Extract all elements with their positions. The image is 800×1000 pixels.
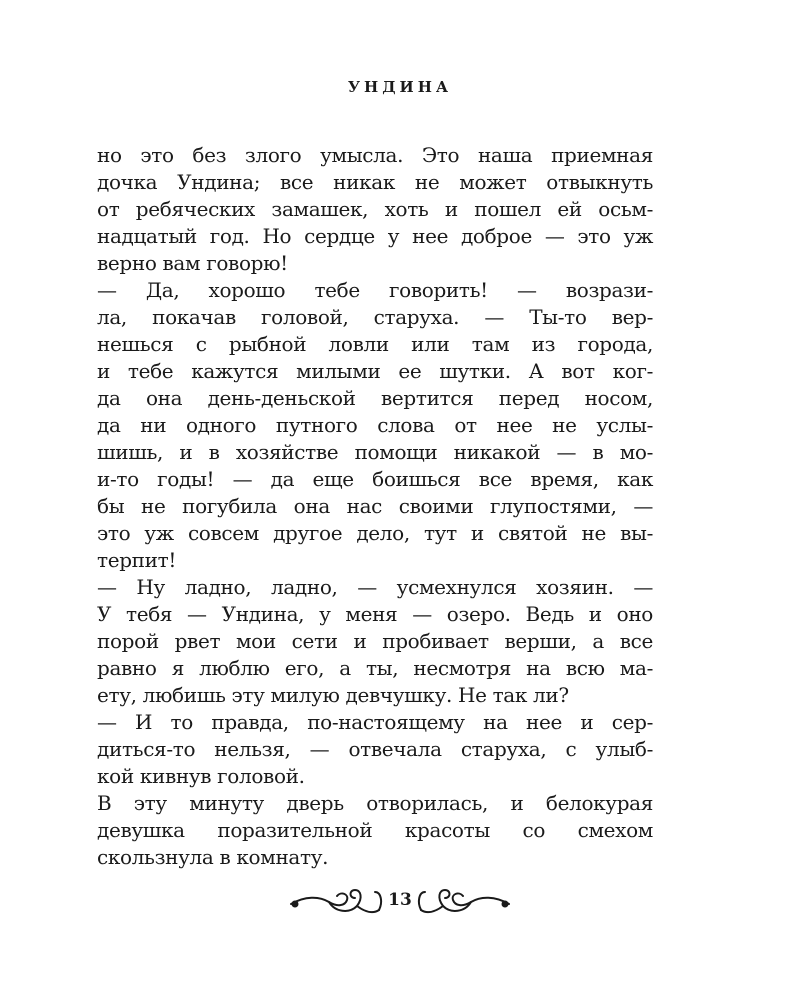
text-line: ету, любишь эту милую девчушку. Не так ли? bbox=[97, 683, 569, 707]
text-line: и тебе кажутся милыми ее шутки. А вот ког- bbox=[97, 359, 653, 383]
text-line: нешься с рыбной ловли или там из города, bbox=[97, 332, 653, 356]
text-line: порой рвет мои сети и пробивает верши, а все bbox=[97, 629, 653, 653]
text-line: — И то правда, по-настоящему на нее и сер- bbox=[97, 710, 653, 734]
text-line: В эту минуту дверь отворилась, и белокурая bbox=[97, 791, 653, 815]
text-line: верно вам говорю! bbox=[97, 251, 288, 275]
text-line: девушка поразительной красоты со смехом bbox=[97, 818, 653, 842]
running-title: УНДИНА bbox=[347, 78, 453, 96]
page-number-ornament bbox=[285, 882, 515, 926]
text-line: да она день-деньской вертится перед носом, bbox=[97, 386, 653, 410]
page-number: 13 bbox=[388, 890, 412, 910]
text-line: бы не погубила она нас своими глупостями, — bbox=[97, 494, 653, 518]
text-line: скользнула в комнату. bbox=[97, 845, 329, 869]
text-line: шишь, и в хозяйстве помощи никакой — в мо- bbox=[97, 440, 653, 464]
text-line: У тебя — Ундина, у меня — озеро. Ведь и оно bbox=[97, 602, 653, 626]
text-line: это уж совсем другое дело, тут и святой не вы- bbox=[97, 521, 653, 545]
text-line: терпит! bbox=[97, 548, 177, 572]
text-line: кой кивнув головой. bbox=[97, 764, 305, 788]
text-line: но это без злого умысла. Это наша приемная bbox=[97, 143, 653, 167]
text-line: ла, покачав головой, старуха. — Ты-то вер- bbox=[97, 305, 653, 329]
text-line: — Ну ладно, ладно, — усмехнулся хозяин. — bbox=[97, 575, 653, 599]
text-line: равно я люблю его, а ты, несмотря на всю ма- bbox=[97, 656, 653, 680]
text-line: от ребяческих замашек, хоть и пошел ей осьм- bbox=[97, 197, 653, 221]
text-line: дочка Ундина; все никак не может отвыкнуть bbox=[97, 170, 653, 194]
body-text bbox=[97, 142, 653, 871]
text-line: диться-то нельзя, — отвечала старуха, с улыб- bbox=[97, 737, 653, 761]
text-line: да ни одного путного слова от нее не услы- bbox=[97, 413, 653, 437]
text-line: надцатый год. Но сердце у нее доброе — это уж bbox=[97, 224, 653, 248]
text-line: и-то годы! — да еще боишься все время, как bbox=[97, 467, 653, 491]
text-line: — Да, хорошо тебе говорить! — возрази- bbox=[97, 278, 653, 302]
